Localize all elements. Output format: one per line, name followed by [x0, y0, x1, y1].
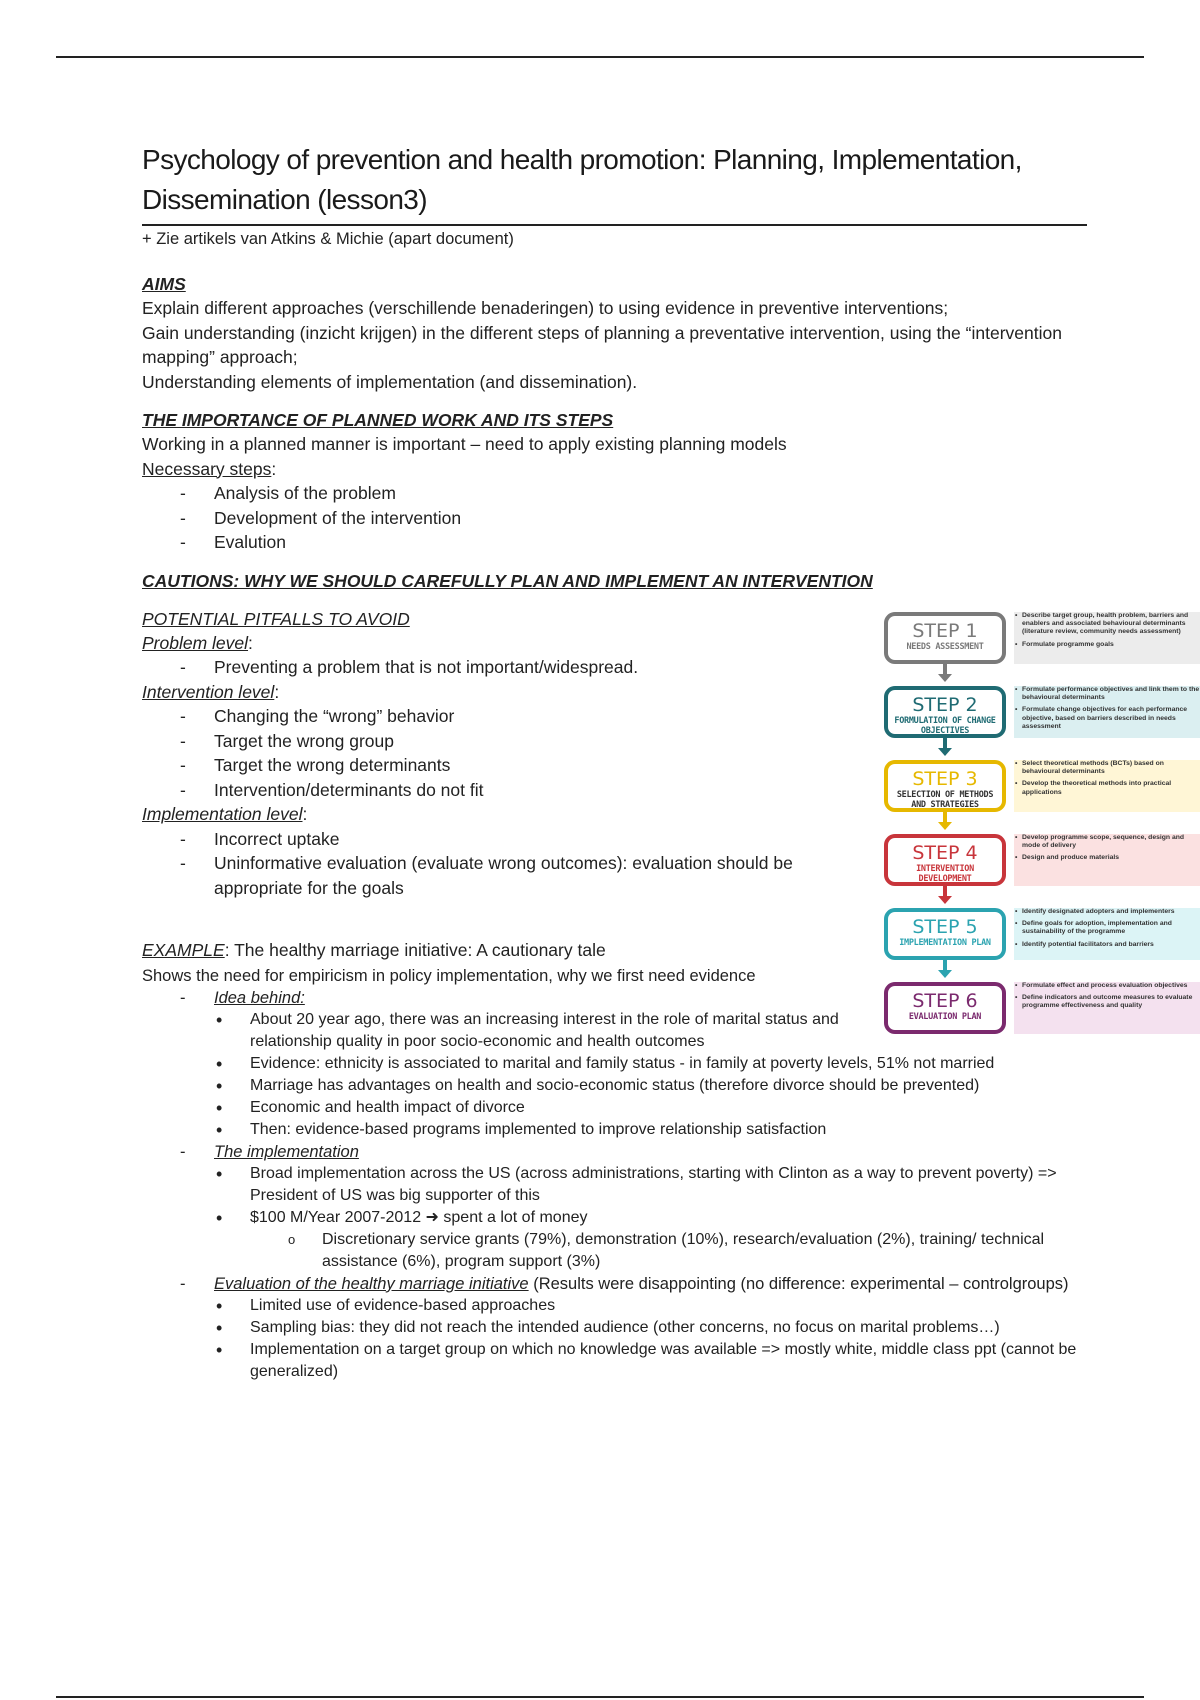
step-description-item: • Describe target group, health problem, barriers and enablers and associated behavioural determinants (literature review, community needs assessment) — [1014, 612, 1200, 637]
step-connector — [943, 960, 947, 970]
list-item: • Limited use of evidence-based approaches — [142, 1295, 1087, 1317]
step-description-item: • Define indicators and outcome measures to evaluate programme effectiveness and quality — [1014, 994, 1200, 1010]
list-item: • Economic and health impact of divorce — [142, 1097, 1087, 1119]
step-number: STEP 6 — [912, 990, 978, 1012]
pitfalls-heading: POTENTIAL PITFALLS TO AVOID — [142, 608, 410, 629]
list-item: - Changing the “wrong” behavior — [142, 704, 862, 729]
list-item: • Then: evidence-based programs implemented to improve relationship satisfaction — [142, 1119, 1087, 1141]
list-item: - Uninformative evaluation (evaluate wrong outcomes): evaluation should be appropriate for the goals — [142, 851, 862, 900]
step-description-item: • Develop programme scope, sequence, design and mode of delivery — [1014, 834, 1200, 850]
step-connector — [943, 886, 947, 896]
idea-behind-label: - Idea behind: — [142, 987, 1087, 1009]
step-description-item: • Identify designated adopters and implementers — [1014, 908, 1200, 916]
step-6-description — [1014, 982, 1200, 1034]
list-item: - Analysis of the problem — [142, 481, 1087, 506]
bottom-page-rule — [56, 1696, 1144, 1698]
step-2-description — [1014, 686, 1200, 738]
step-number: STEP 3 — [912, 768, 978, 790]
aims-line: Understanding elements of implementation (and dissemination). — [142, 371, 638, 392]
list-item: - Preventing a problem that is not important/widespread. — [142, 655, 862, 680]
title-underline — [142, 224, 1087, 226]
implementation-level-list — [142, 827, 862, 901]
necessary-steps-label: Necessary steps: — [142, 458, 277, 479]
list-item: • Marriage has advantages on health and socio-economic status (therefore divorce should be prevented) — [142, 1075, 1087, 1097]
down-arrow-icon — [938, 970, 952, 978]
implementation-section — [142, 1141, 1087, 1163]
cautions-heading: CAUTIONS: WHY WE SHOULD CAREFULLY PLAN AND IMPLEMENT AN INTERVENTION — [142, 570, 873, 591]
evaluation-list — [142, 1295, 1087, 1383]
step-connector — [943, 738, 947, 748]
list-item: o Discretionary service grants (79%), demonstration (10%), research/evaluation (2%), training/ technical assistance (6%), program support (3%) — [142, 1229, 1087, 1273]
step-3-box — [884, 760, 1006, 812]
problem-level-list — [142, 655, 862, 680]
aims-line: Gain understanding (inzicht krijgen) in the different steps of planning a preventative intervention, using the “intervention mapping” approach; — [142, 322, 1062, 367]
necessary-steps-list — [142, 481, 1087, 555]
aims-heading: AIMS — [142, 274, 186, 294]
importance-line: Working in a planned manner is important – need to apply existing planning models — [142, 434, 787, 454]
evaluation-label: - Evaluation of the healthy marriage initiative (Results were disappointing (no difference: experimental – controlgroups) — [142, 1273, 1087, 1295]
step-description-item: • Formulate effect and process evaluation objectives — [1014, 982, 1200, 990]
importance-heading: THE IMPORTANCE OF PLANNED WORK AND ITS STEPS — [142, 410, 614, 430]
step-number: STEP 4 — [912, 842, 978, 864]
funding-breakdown-list — [142, 1229, 1087, 1273]
step-description-item: • Identify potential facilitators and barriers — [1014, 941, 1200, 949]
step-number: STEP 2 — [912, 694, 978, 716]
step-description-item: • Develop the theoretical methods into practical applications — [1014, 780, 1200, 796]
list-item: - Incorrect uptake — [142, 827, 862, 852]
step-4-description — [1014, 834, 1200, 886]
step-description-item: • Select theoretical methods (BCTs) based on behavioural determinants — [1014, 760, 1200, 776]
problem-level-label: Problem level: — [142, 632, 253, 653]
step-number: STEP 1 — [912, 620, 978, 642]
step-description-item: • Design and produce materials — [1014, 854, 1200, 862]
list-item: - Target the wrong determinants — [142, 753, 862, 778]
list-item: • Implementation on a target group on which no knowledge was available => mostly white, middle class ppt (cannot be generalized) — [142, 1339, 1087, 1383]
step-label: INTERVENTION DEVELOPMENT — [916, 864, 974, 884]
implementation-level-label: Implementation level: — [142, 804, 308, 824]
aims-line: Explain different approaches (verschillende benaderingen) to using evidence in preventive interventions; — [142, 298, 949, 318]
example-subtitle: Shows the need for empiricism in policy implementation, why we first need evidence — [142, 966, 756, 985]
intervention-mapping-diagram — [880, 612, 1200, 1038]
list-item: • $100 M/Year 2007-2012 ➜ spent a lot of money — [142, 1207, 1087, 1229]
step-label: IMPLEMENTATION PLAN — [899, 938, 991, 948]
step-5-box — [884, 908, 1006, 960]
step-6-box — [884, 982, 1006, 1034]
list-item: - Intervention/determinants do not fit — [142, 778, 862, 803]
list-item: • Evidence: ethnicity is associated to marital and family status - in family at poverty levels, 51% not married — [142, 1053, 1087, 1075]
list-item: • Sampling bias: they did not reach the intended audience (other concerns, no focus on marital problems…) — [142, 1317, 1087, 1339]
top-page-rule — [56, 56, 1144, 58]
page-title: Psychology of prevention and health promotion: Planning, Implementation, Dissemination (lesson3) — [142, 144, 1022, 215]
evaluation-section — [142, 1273, 1087, 1295]
step-label: NEEDS ASSESSMENT — [906, 642, 984, 652]
step-2-box — [884, 686, 1006, 738]
step-connector — [943, 664, 947, 674]
implementation-list — [142, 1163, 1087, 1229]
step-connector — [943, 812, 947, 822]
list-item: - Development of the intervention — [142, 506, 1087, 531]
step-label: FORMULATION OF CHANGE OBJECTIVES — [894, 716, 996, 736]
step-label: EVALUATION PLAN — [908, 1012, 982, 1022]
step-description-item: • Formulate performance objectives and link them to the behavioural determinants — [1014, 686, 1200, 702]
list-item: - Evalution — [142, 530, 1087, 555]
down-arrow-icon — [938, 748, 952, 756]
step-3-description — [1014, 760, 1200, 812]
step-description-item: • Formulate change objectives for each performance objective, based on barriers described in needs assessment — [1014, 706, 1200, 731]
list-item: - Target the wrong group — [142, 729, 862, 754]
step-number: STEP 5 — [912, 916, 978, 938]
step-1-description — [1014, 612, 1200, 664]
list-item: • Broad implementation across the US (across administrations, starting with Clinton as a way to prevent poverty) => President of US was big supporter of this — [142, 1163, 1087, 1207]
step-label: SELECTION OF METHODS AND STRATEGIES — [896, 790, 994, 810]
example-title: EXAMPLE: The healthy marriage initiative: A cautionary tale — [142, 940, 606, 960]
implementation-label: - The implementation — [142, 1141, 1087, 1163]
list-item: • About 20 year ago, there was an increasing interest in the role of marital status and relationship quality in poor socio-economic and health outcomes — [142, 1009, 850, 1053]
step-4-box — [884, 834, 1006, 886]
step-1-box — [884, 612, 1006, 664]
intervention-level-list — [142, 704, 862, 802]
step-description-item: • Define goals for adoption, implementation and sustainability of the programme — [1014, 920, 1200, 936]
down-arrow-icon — [938, 674, 952, 682]
step-description-item: • Formulate programme goals — [1014, 641, 1200, 649]
reference-note: + Zie artikels van Atkins & Michie (apart document) — [142, 230, 514, 248]
down-arrow-icon — [938, 896, 952, 904]
down-arrow-icon — [938, 822, 952, 830]
step-5-description — [1014, 908, 1200, 960]
intervention-level-label: Intervention level: — [142, 681, 280, 702]
